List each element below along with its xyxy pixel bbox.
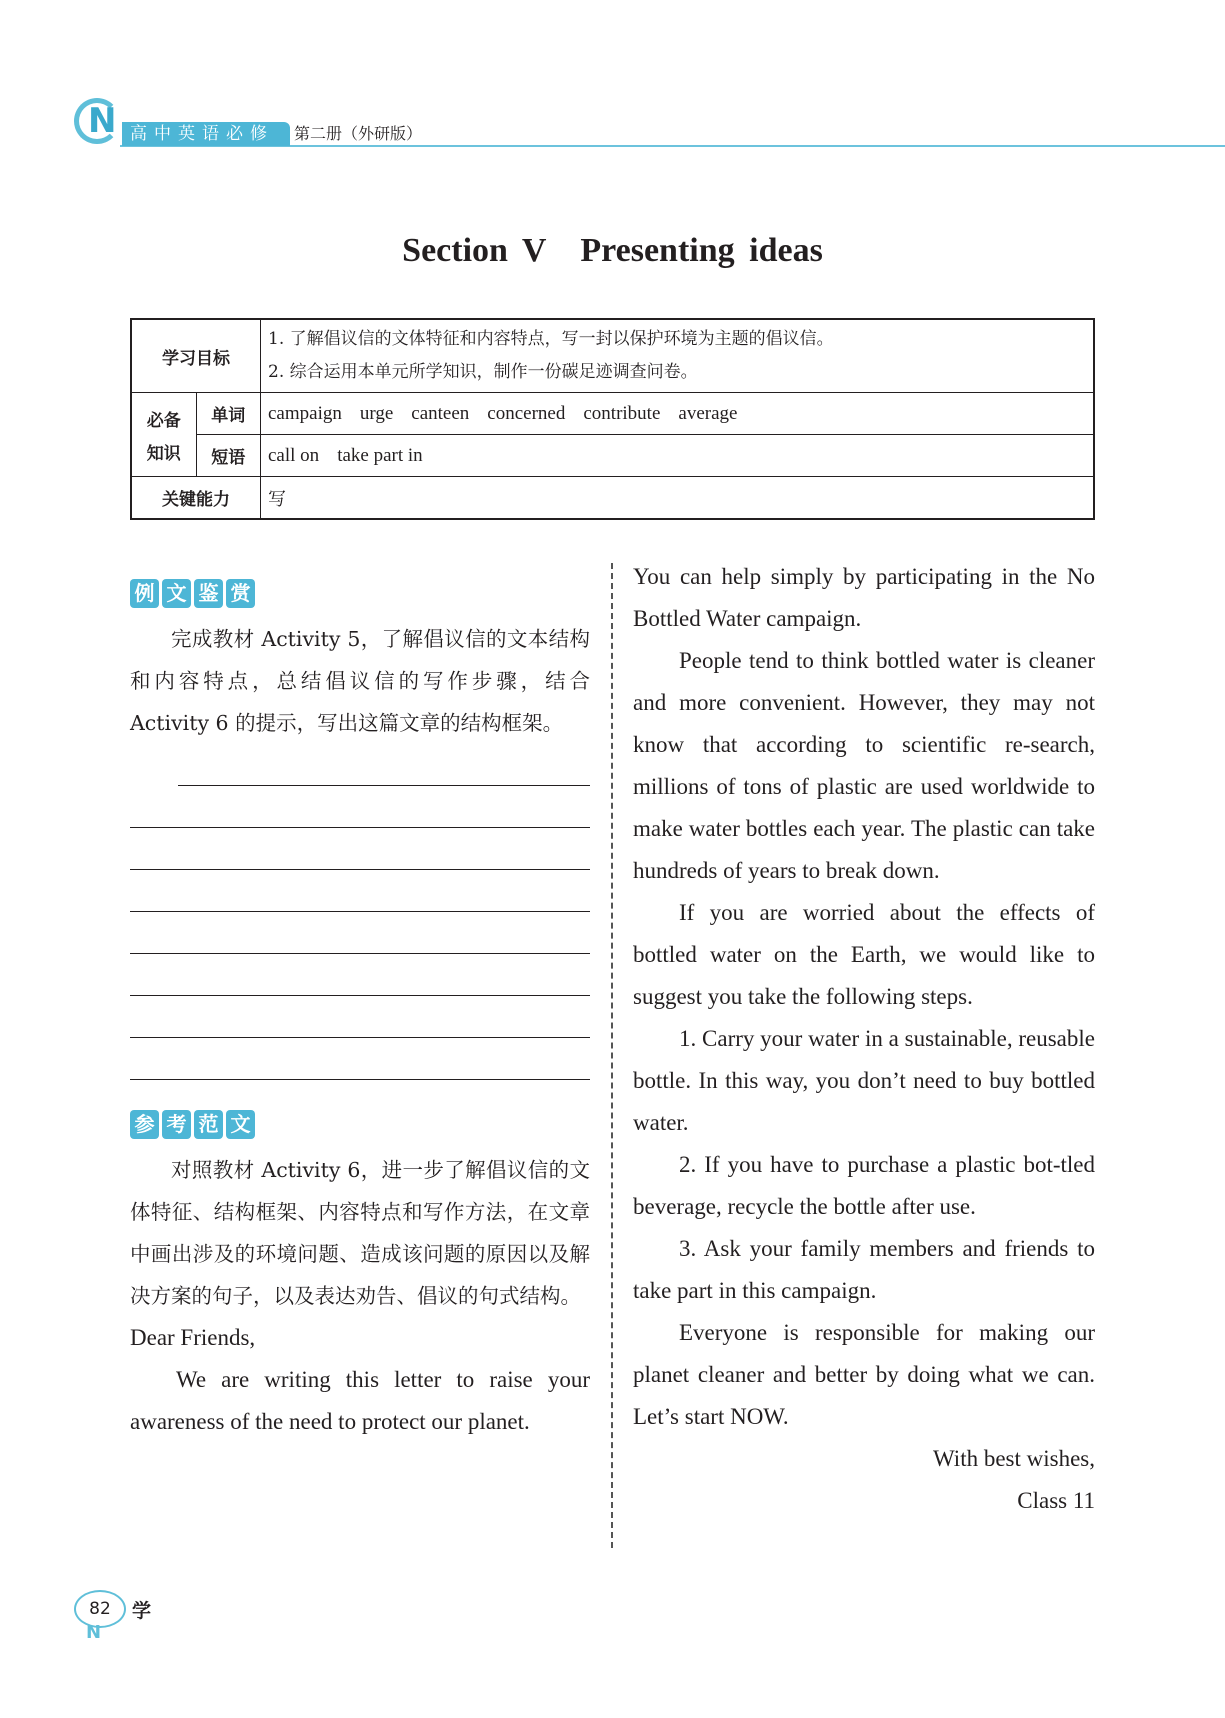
goal-cell (261, 319, 1095, 393)
words-cell (261, 393, 1095, 435)
badge-char: 例 (130, 579, 159, 608)
logo-letter: N (88, 101, 117, 141)
letter-step: 2. If you have to purchase a plastic bot-tled beverage, recycle the bottle after use. (633, 1152, 1095, 1219)
letter-step: 1. Carry your water in a sustainable, reusable bottle. In this way, you don’t need to buy bottled water. (633, 1026, 1095, 1135)
page-number: 82 (74, 1590, 126, 1628)
answer-line[interactable] (130, 828, 590, 870)
column-divider (611, 563, 613, 1548)
badge-char: 参 (130, 1110, 159, 1139)
book-title: 第二册（外研版） (294, 124, 423, 143)
goal-item: 2. 综合运用本单元所学知识，制作一份碳足迹调查问卷。 (268, 362, 698, 382)
vocab-word: average (678, 402, 738, 424)
knowledge-label (131, 393, 196, 477)
footer-label: 学 (132, 1600, 152, 1622)
section-name: Presenting ideas (580, 232, 823, 269)
letter-paragraph: People tend to think bottled water is cleaner and more convenient. However, they may not know that according to scientific re-search, millions of tons of plastic are used worldwide to make water bottles each year. The plastic can take hundreds of years to break down. (633, 648, 1095, 883)
vocab-phrase: call on (268, 444, 320, 466)
badge-char: 文 (226, 1110, 255, 1139)
words-label: 单词 (196, 393, 261, 435)
badge-char: 鉴 (194, 579, 223, 608)
vocab-word: campaign (268, 402, 342, 424)
writing-lines (130, 744, 590, 1080)
phrases-cell (261, 435, 1095, 477)
answer-line[interactable] (130, 870, 590, 912)
answer-line[interactable] (130, 912, 590, 954)
badge-reference-essay (130, 1110, 590, 1139)
series-title: 高中英语必修 (122, 122, 290, 146)
objectives-table (130, 318, 1095, 520)
footer-logo-letter: N (86, 1622, 102, 1643)
knowledge-label-line: 知识 (146, 443, 181, 464)
knowledge-label-line: 必备 (146, 410, 181, 431)
right-column (633, 560, 1095, 1522)
vocab-word: contribute (583, 402, 661, 424)
badge-model-appreciation (130, 579, 590, 608)
goal-label: 学习目标 (131, 319, 261, 393)
badge-char: 考 (162, 1110, 191, 1139)
left-column (130, 560, 590, 1443)
vocab-word: concerned (487, 402, 566, 424)
badge-char: 文 (162, 579, 191, 608)
answer-line[interactable] (178, 744, 590, 786)
vocab-phrase: take part in (337, 444, 423, 466)
answer-line[interactable] (130, 996, 590, 1038)
answer-line[interactable] (130, 954, 590, 996)
vocab-word: canteen (411, 402, 470, 424)
answer-line[interactable] (130, 1038, 590, 1080)
task-instruction-2: 对照教材 Activity 6，进一步了解倡议信的文体特征、结构框架、内容特点和写作方法，在文章中画出涉及的环境问题、造成该问题的原因以及解决方案的句子，以及表达劝告、倡议的句式结构。 (130, 1158, 590, 1308)
letter-paragraph: We are writing this letter to raise your awareness of the need to protect our planet. (130, 1367, 590, 1434)
page-title (0, 232, 1225, 270)
answer-line[interactable] (130, 786, 590, 828)
badge-char: 赏 (226, 579, 255, 608)
letter-salutation: Dear Friends, (130, 1325, 256, 1350)
ability-label: 关键能力 (131, 477, 261, 520)
letter-paragraph: If you are worried about the effects of bottled water on the Earth, we would like to suggest you take the following steps. (633, 900, 1095, 1009)
section-number: Section V (402, 232, 547, 269)
letter-paragraph: You can help simply by participating in the No Bottled Water campaign. (633, 564, 1095, 631)
task-instruction-1: 完成教材 Activity 5，了解倡议信的文本结构和内容特点，总结倡议信的写作步骤，结合 Activity 6 的提示，写出这篇文章的结构框架。 (130, 627, 590, 735)
letter-signature: Class 11 (1017, 1488, 1095, 1513)
letter-step: 3. Ask your family members and friends to take part in this campaign. (633, 1236, 1095, 1303)
goal-item: 1. 了解倡议信的文体特征和内容特点，写一封以保护环境为主题的倡议信。 (268, 329, 834, 349)
letter-closing: With best wishes, (933, 1446, 1095, 1471)
ability-cell: 写 (261, 477, 1095, 520)
badge-char: 范 (194, 1110, 223, 1139)
letter-paragraph: Everyone is responsible for making our planet cleaner and better by doing what we can. Let’s start NOW. (633, 1320, 1095, 1429)
phrases-label: 短语 (196, 435, 261, 477)
vocab-word: urge (359, 402, 394, 424)
